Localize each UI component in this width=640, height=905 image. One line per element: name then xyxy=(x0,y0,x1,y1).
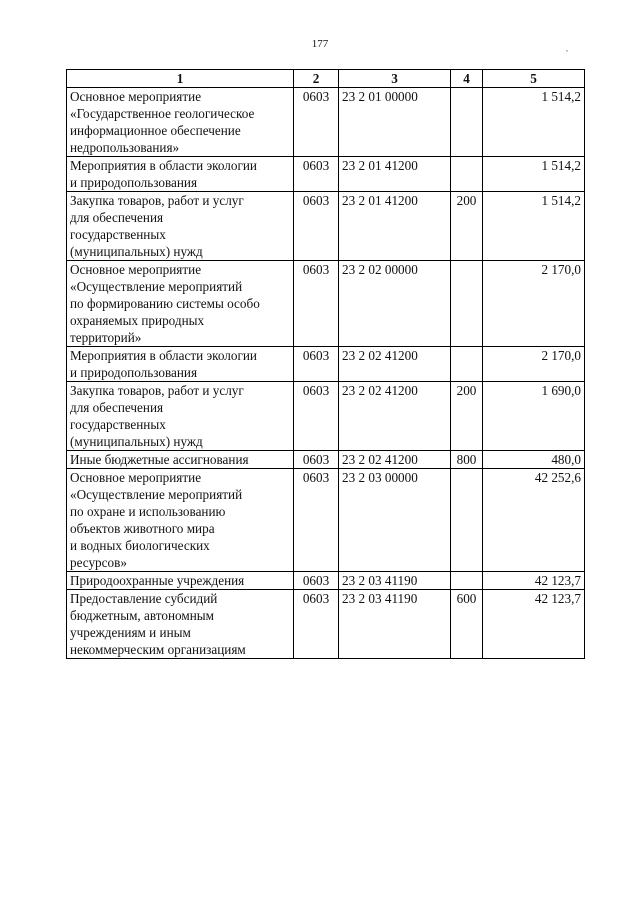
row-name-line: территорий» xyxy=(70,330,142,345)
row-section-code: 0603 xyxy=(294,469,339,572)
row-target-article: 23 2 03 41190 xyxy=(339,590,451,659)
row-target-article: 23 2 02 41200 xyxy=(339,347,451,382)
row-name-line: некоммерческим организациям xyxy=(70,642,246,657)
row-name-line: (муниципальных) нужд xyxy=(70,434,203,449)
row-name-cell xyxy=(67,590,294,659)
row-name-cell xyxy=(67,469,294,572)
row-target-article: 23 2 03 00000 xyxy=(339,469,451,572)
row-name-line: и природопользования xyxy=(70,175,198,190)
row-name-line: (муниципальных) нужд xyxy=(70,244,203,259)
table-row xyxy=(67,590,585,659)
table-row xyxy=(67,572,585,590)
header-col-5: 5 xyxy=(483,70,585,88)
header-col-1: 1 xyxy=(67,70,294,88)
row-name-line: «Осуществление мероприятий xyxy=(70,487,243,502)
header-col-4: 4 xyxy=(451,70,483,88)
row-amount: 2 170,0 xyxy=(483,347,585,382)
row-expense-type xyxy=(451,157,483,192)
corner-mark: , xyxy=(566,44,568,53)
row-expense-type xyxy=(451,572,483,590)
row-name-line: информационное обеспечение xyxy=(70,123,241,138)
row-name-line: Закупка товаров, работ и услуг xyxy=(70,193,244,208)
row-expense-type xyxy=(451,347,483,382)
row-name-line: Основное мероприятие xyxy=(70,89,202,104)
row-expense-type xyxy=(451,88,483,157)
table-row xyxy=(67,261,585,347)
row-section-code: 0603 xyxy=(294,261,339,347)
row-section-code: 0603 xyxy=(294,192,339,261)
header-row xyxy=(67,70,585,88)
row-amount: 1 514,2 xyxy=(483,157,585,192)
row-section-code: 0603 xyxy=(294,347,339,382)
row-expense-type: 800 xyxy=(451,451,483,469)
row-name-line: по формированию системы особо xyxy=(70,296,260,311)
row-amount: 1 514,2 xyxy=(483,192,585,261)
row-name-line: Основное мероприятие xyxy=(70,470,202,485)
row-name-line: Мероприятия в области экологии xyxy=(70,348,257,363)
row-expense-type xyxy=(451,469,483,572)
budget-table xyxy=(66,69,585,659)
row-section-code: 0603 xyxy=(294,451,339,469)
row-amount: 2 170,0 xyxy=(483,261,585,347)
row-target-article: 23 2 02 00000 xyxy=(339,261,451,347)
row-name-line: Основное мероприятие xyxy=(70,262,202,277)
row-name-cell xyxy=(67,382,294,451)
row-amount: 480,0 xyxy=(483,451,585,469)
row-name-line: «Государственное геологическое xyxy=(70,106,255,121)
row-target-article: 23 2 03 41190 xyxy=(339,572,451,590)
row-name-line: учреждениям и иным xyxy=(70,625,191,640)
row-section-code: 0603 xyxy=(294,88,339,157)
row-name-cell xyxy=(67,261,294,347)
row-name-line: Иные бюджетные ассигнования xyxy=(70,452,249,467)
row-name-line: охраняемых природных xyxy=(70,313,205,328)
row-name-cell xyxy=(67,572,294,590)
row-name-line: и природопользования xyxy=(70,365,198,380)
row-expense-type: 600 xyxy=(451,590,483,659)
row-amount: 42 123,7 xyxy=(483,590,585,659)
table-row xyxy=(67,347,585,382)
row-expense-type: 200 xyxy=(451,382,483,451)
row-name-cell xyxy=(67,192,294,261)
table-body xyxy=(67,88,585,659)
row-expense-type: 200 xyxy=(451,192,483,261)
header-col-3: 3 xyxy=(339,70,451,88)
row-target-article: 23 2 01 41200 xyxy=(339,157,451,192)
row-name-line: Предоставление субсидий xyxy=(70,591,218,606)
row-name-line: по охране и использованию xyxy=(70,504,226,519)
table-row xyxy=(67,382,585,451)
row-name-line: Мероприятия в области экологии xyxy=(70,158,257,173)
row-target-article: 23 2 02 41200 xyxy=(339,451,451,469)
table-row xyxy=(67,88,585,157)
row-name-cell xyxy=(67,88,294,157)
row-name-line: «Осуществление мероприятий xyxy=(70,279,243,294)
row-name-line: и водных биологических xyxy=(70,538,210,553)
row-name-line: государственных xyxy=(70,417,166,432)
row-section-code: 0603 xyxy=(294,157,339,192)
table-row xyxy=(67,192,585,261)
row-section-code: 0603 xyxy=(294,382,339,451)
header-col-2: 2 xyxy=(294,70,339,88)
row-target-article: 23 2 01 00000 xyxy=(339,88,451,157)
row-name-line: для обеспечения xyxy=(70,400,164,415)
row-name-line: недропользования» xyxy=(70,140,180,155)
row-section-code: 0603 xyxy=(294,590,339,659)
row-amount: 42 123,7 xyxy=(483,572,585,590)
row-target-article: 23 2 02 41200 xyxy=(339,382,451,451)
row-amount: 1 690,0 xyxy=(483,382,585,451)
row-name-line: бюджетным, автономным xyxy=(70,608,214,623)
row-section-code: 0603 xyxy=(294,572,339,590)
row-name-line: Закупка товаров, работ и услуг xyxy=(70,383,244,398)
table-row xyxy=(67,157,585,192)
row-name-line: ресурсов» xyxy=(70,555,127,570)
row-name-cell xyxy=(67,157,294,192)
page-number: 177 xyxy=(311,38,329,50)
row-name-line: объектов животного мира xyxy=(70,521,215,536)
row-name-line: Природоохранные учреждения xyxy=(70,573,245,588)
row-expense-type xyxy=(451,261,483,347)
row-name-line: государственных xyxy=(70,227,166,242)
row-name-cell xyxy=(67,451,294,469)
row-amount: 1 514,2 xyxy=(483,88,585,157)
row-name-cell xyxy=(67,347,294,382)
row-target-article: 23 2 01 41200 xyxy=(339,192,451,261)
table-row xyxy=(67,469,585,572)
row-name-line: для обеспечения xyxy=(70,210,164,225)
table-row xyxy=(67,451,585,469)
row-amount: 42 252,6 xyxy=(483,469,585,572)
